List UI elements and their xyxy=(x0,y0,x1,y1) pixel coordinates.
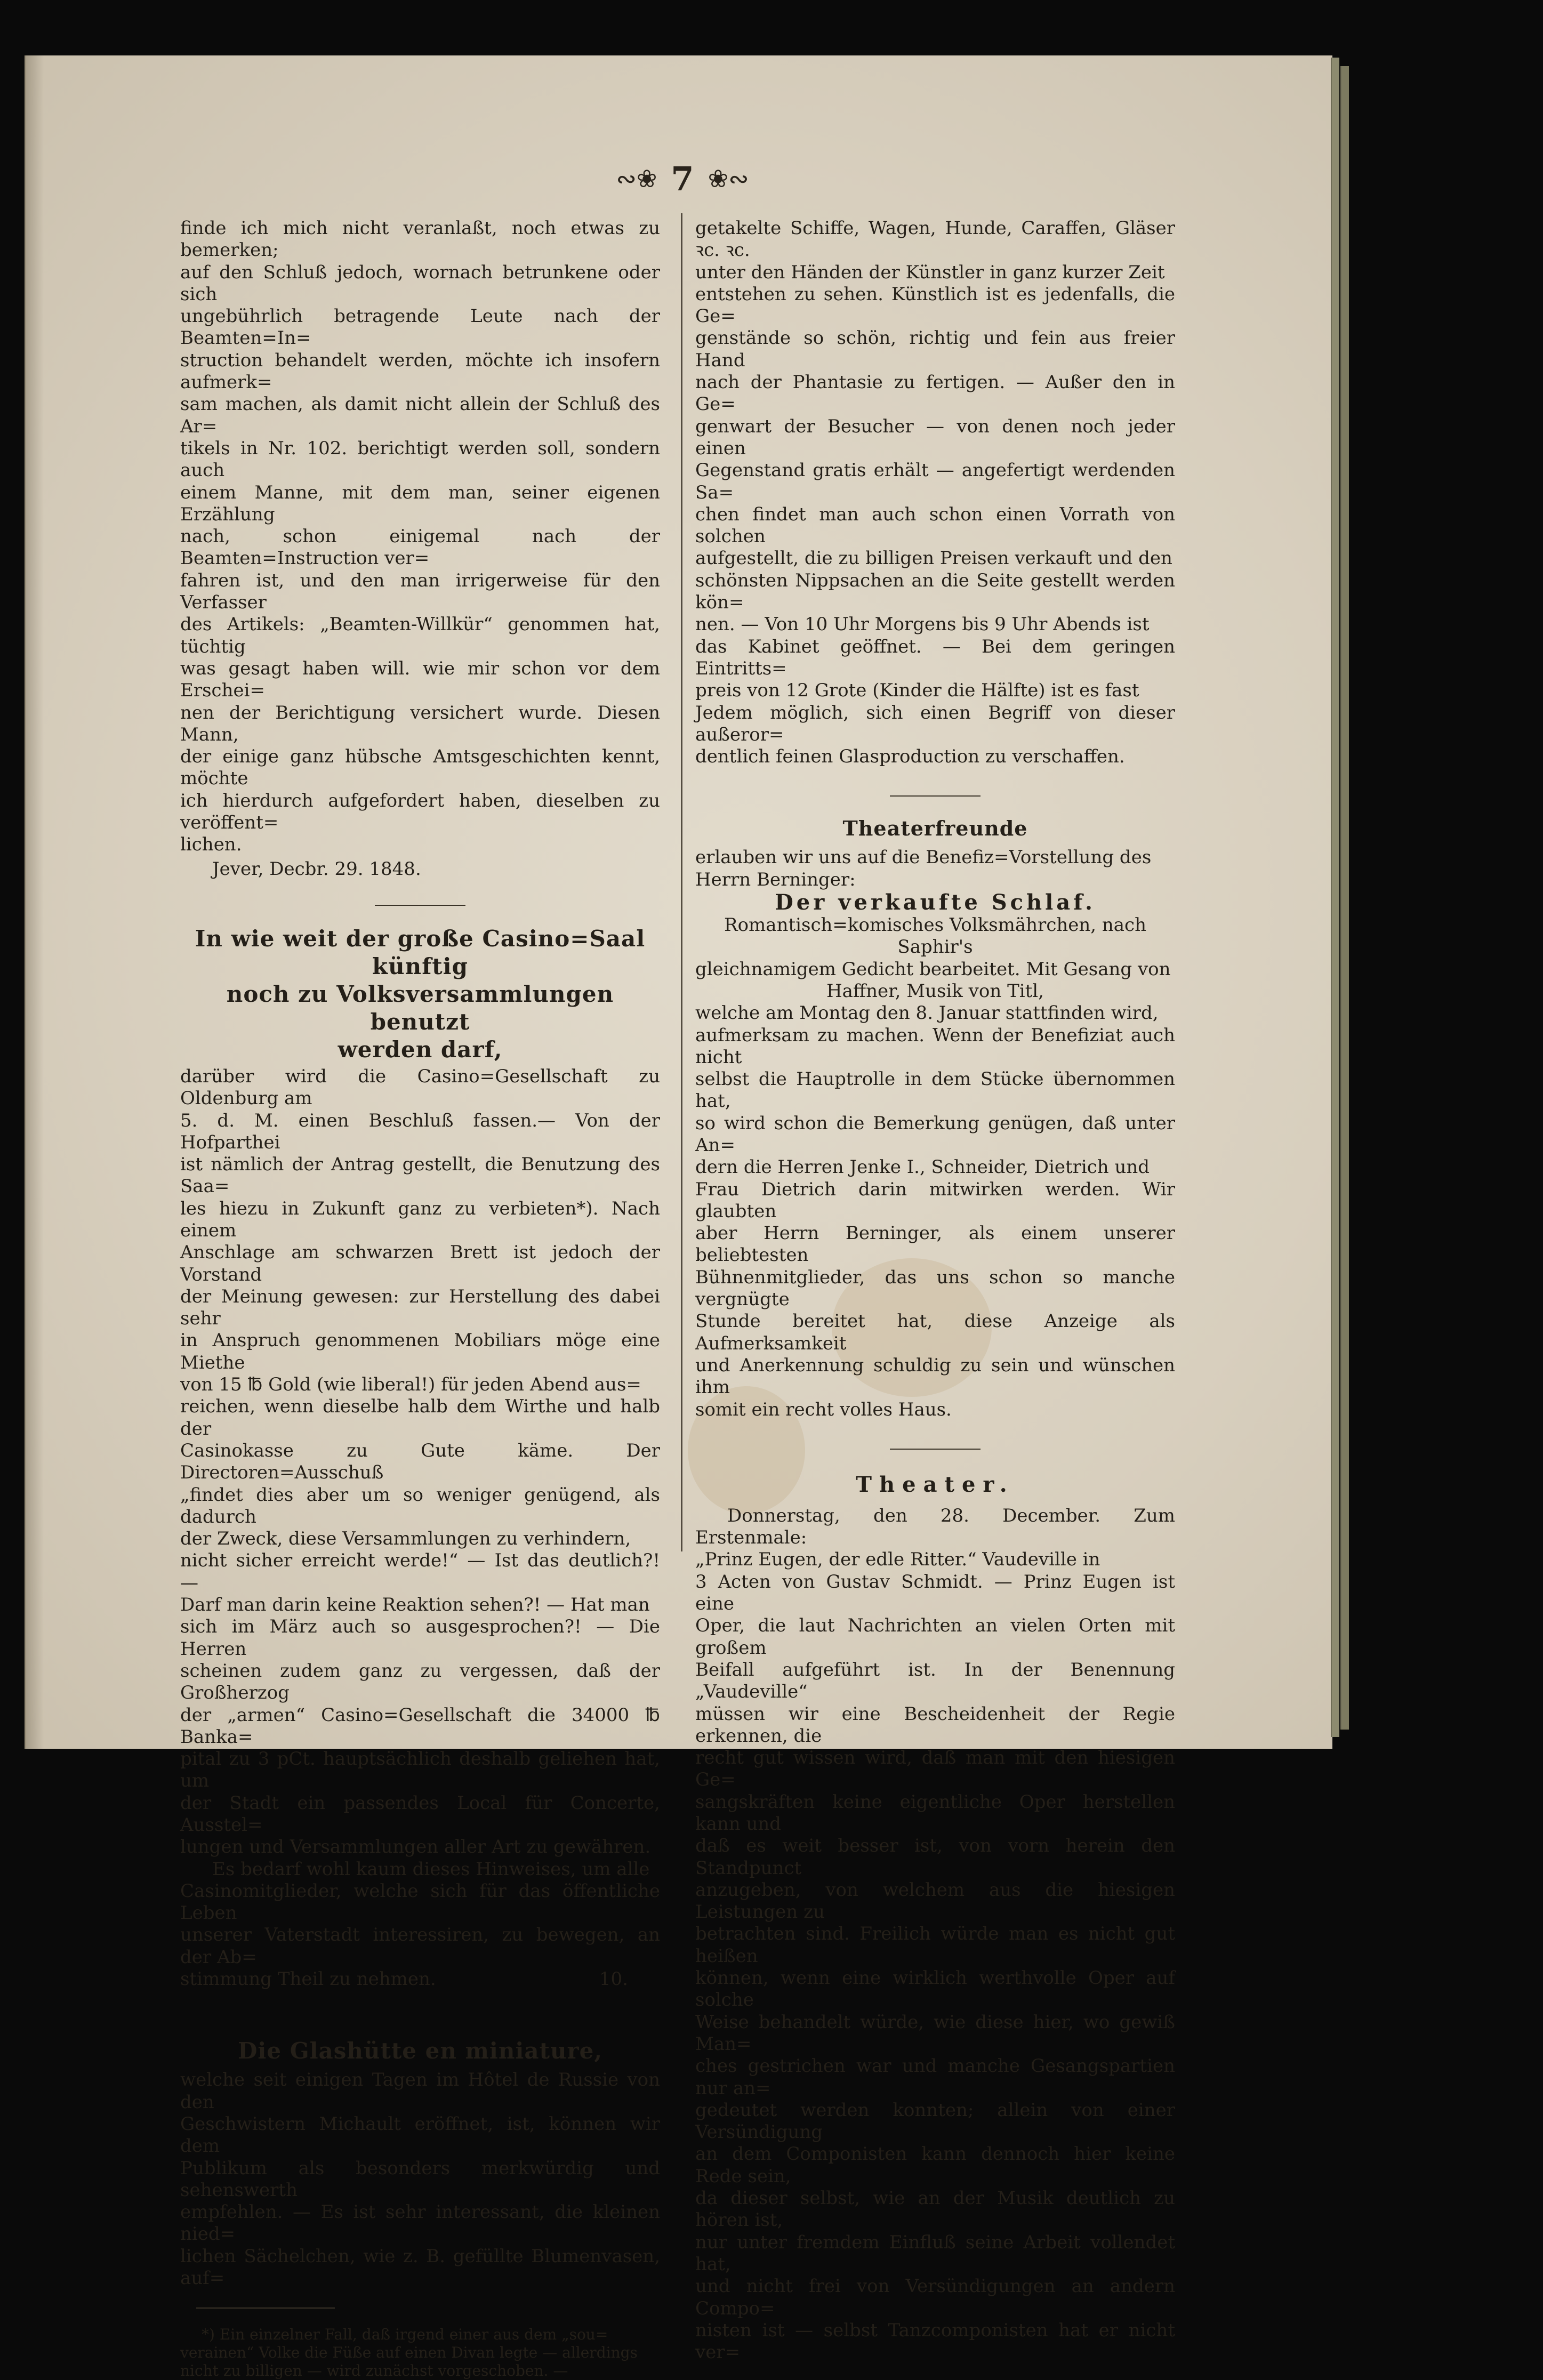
article-heading: Theaterfreunde xyxy=(842,816,1028,841)
text-line: nen der Berichtigung versichert wurde. Diesen Mann, xyxy=(180,702,660,745)
page-number: 7 xyxy=(671,159,694,198)
text-line: nen. — Von 10 Uhr Morgens bis 9 Uhr Abends ist xyxy=(695,614,1150,636)
text-line: empfehlen. — Es ist sehr interessant, die kleinen nied= xyxy=(180,2201,660,2245)
text-line: des Artikels: „Beamten-Willkür“ genommen hat, tüchtig xyxy=(180,614,660,657)
page-edge xyxy=(1331,58,1339,1737)
footnote-rule xyxy=(196,2307,335,2309)
text-line: chen findet man auch schon einen Vorrath von solchen xyxy=(695,503,1175,548)
text-line: aufmerksam zu machen. Wenn der Benefiziat auch nicht xyxy=(695,1024,1175,1068)
text-line: Romantisch=komisches Volksmährchen, nach Saphir's xyxy=(724,914,1146,958)
ornament-left-icon: ∾❀ xyxy=(616,164,657,193)
text-line: genwart der Besucher — von denen noch jeder einen xyxy=(695,415,1175,459)
text-line: „findet dies aber um so weniger genügend, als dadurch xyxy=(180,1484,660,1527)
text-line: Herrn Berninger: xyxy=(695,869,856,890)
text-line: lungen und Versammlungen aller Art zu gewähren. xyxy=(180,1836,651,1858)
text-line: gedeutet werden konnten; allein von einer Versündigung xyxy=(695,2099,1175,2143)
text-line: fahren ist, und den man irrigerweise für den Verfasser xyxy=(180,569,660,614)
text-line: der „armen“ Casino=Gesellschaft die 34000 ℔ Banka= xyxy=(180,1704,660,1748)
footnote xyxy=(180,2326,660,2380)
text-line: recht gut wissen wird, daß man mit den hiesigen Ge= xyxy=(695,1747,1175,1791)
ornament-right-icon: ❀∾ xyxy=(708,164,749,193)
text-line: welche seit einigen Tagen im Hôtel de Russie von den xyxy=(180,2069,660,2113)
text-line: Stunde bereitet hat, diese Anzeige als Aufmerksamkeit xyxy=(695,1310,1175,1354)
text-line: nach, schon einigemal nach der Beamten=Instruction ver= xyxy=(180,526,660,569)
intro-article xyxy=(180,218,660,880)
article-heading: noch zu Volksversammlungen benutzt xyxy=(226,980,614,1035)
theater-article xyxy=(695,1505,1175,2364)
page-edge xyxy=(1340,66,1349,1730)
text-line: lichen Sächelchen, wie z. B. gefüllte Blumenvasen, auf= xyxy=(180,2245,660,2289)
text-line: und nicht frei von Versündigungen an andern Compo= xyxy=(695,2276,1175,2319)
text-line: so wird schon die Bemerkung genügen, daß unter An= xyxy=(695,1112,1175,1156)
text-line: von 15 ℔ Gold (wie liberal!) für jeden Abend aus= xyxy=(180,1374,641,1396)
text-line: schönsten Nippsachen an die Seite gestellt werden kön= xyxy=(695,569,1175,614)
text-line: pital zu 3 pCt. hauptsächlich deshalb geliehen hat, um xyxy=(180,1748,660,1792)
glass-article-continued xyxy=(695,218,1175,768)
text-line: dentlich feinen Glasproduction zu verschaffen. xyxy=(695,746,1125,768)
text-line: anzugeben, von welchem aus die hiesigen Leistungen zu xyxy=(695,1879,1175,1923)
text-line: der Stadt ein passendes Local für Concerte, Ausstel= xyxy=(180,1792,660,1836)
text-line: unserer Vaterstadt interessiren, zu bewegen, an der Ab= xyxy=(180,1924,660,1968)
text-line: nicht sicher erreicht werde!“ — Ist das deutlich?! — xyxy=(180,1550,660,1594)
text-line: das Kabinet geöffnet. — Bei dem geringen Eintritts= xyxy=(695,636,1175,679)
text-line: was gesagt haben will. wie mir schon vor dem Erschei= xyxy=(180,657,660,702)
text-line: preis von 12 Grote (Kinder die Hälfte) ist es fast xyxy=(695,680,1139,702)
text-line: reichen, wenn dieselbe halb dem Wirthe und halb der xyxy=(180,1396,660,1440)
text-line: und Anerkennung schuldig zu sein und wünschen ihm xyxy=(695,1354,1175,1398)
text-line: müssen wir eine Bescheidenheit der Regie erkennen, die xyxy=(695,1703,1175,1747)
text-line: finde ich mich nicht veranlaßt, noch etwas zu bemerken; xyxy=(180,218,660,261)
text-line: unter den Händen der Künstler in ganz kurzer Zeit xyxy=(695,261,1165,283)
place-date: Jever, Decbr. 29. 1848. xyxy=(212,858,421,880)
page-header xyxy=(576,155,789,203)
text-line: Frau Dietrich darin mitwirken werden. Wir glaubten xyxy=(695,1178,1175,1222)
article-heading: Theater. xyxy=(856,1472,1015,1497)
text-line: Haffner, Musik von Titl, xyxy=(826,980,1044,1002)
text-line: les hiezu in Zukunft ganz zu verbieten*). Nach einem xyxy=(180,1197,660,1241)
text-line: sam machen, als damit nicht allein der Schluß des Ar= xyxy=(180,393,660,437)
text-line: lichen. xyxy=(180,834,242,856)
column-divider xyxy=(681,213,682,1551)
text-line: aufgestellt, die zu billigen Preisen verkauft und den xyxy=(695,548,1172,569)
text-line: in Anspruch genommenen Mobiliars möge eine Miethe xyxy=(180,1330,660,1373)
gutter-shadow xyxy=(25,55,44,1749)
text-line: nach der Phantasie zu fertigen. — Außer den in Ge= xyxy=(695,372,1175,415)
section-rule xyxy=(890,795,981,797)
text-line: ches gestrichen war und manche Gesangspartien nur an= xyxy=(695,2055,1175,2099)
text-line: betrachten sind. Freilich würde man es nicht gut heißen xyxy=(695,1923,1175,1967)
text-line: daß es weit besser ist, von vorn herein den Standpunct xyxy=(695,1835,1175,1879)
text-line: tikels in Nr. 102. berichtigt werden soll, sondern auch xyxy=(180,437,660,481)
text-line: Gegenstand gratis erhält — angefertigt werdenden Sa= xyxy=(695,460,1175,503)
section-rule xyxy=(375,905,465,906)
text-line: selbst die Hauptrolle in dem Stücke übernommen hat, xyxy=(695,1068,1175,1112)
right-column xyxy=(695,218,1175,2363)
footnote-line: nicht zu billigen — wird zunächst vorgeschoben. — xyxy=(180,2362,568,2380)
text-line: sich im März auch so ausgesprochen?! — Die Herren xyxy=(180,1616,660,1660)
text-line: darüber wird die Casino=Gesellschaft zu Oldenburg am xyxy=(180,1065,660,1109)
text-line: welche am Montag den 8. Januar stattfinden wird, xyxy=(695,1002,1159,1024)
text-line: nur unter fremdem Einfluß seine Arbeit vollendet hat, xyxy=(695,2231,1175,2275)
text-line: scheinen zudem ganz zu vergessen, daß der Großherzog xyxy=(180,1660,660,1704)
footnote-line: *) Ein einzelner Fall, daß irgend einer aus dem „sou= xyxy=(202,2326,608,2344)
article-heading: werden darf, xyxy=(337,1036,503,1063)
play-title: Der verkaufte Schlaf. xyxy=(775,890,1096,915)
text-line: auf den Schluß jedoch, wornach betrunkene oder sich xyxy=(180,261,660,305)
text-line: „Prinz Eugen, der edle Ritter.“ Vaudeville in xyxy=(695,1549,1100,1571)
casino-article xyxy=(180,1066,660,1990)
text-line: der Meinung gewesen: zur Herstellung des dabei sehr xyxy=(180,1285,660,1330)
text-line: gleichnamigem Gedicht bearbeitet. Mit Gesang von xyxy=(695,958,1171,980)
footnote-line: verainen“ Volke die Füße auf einen Divan legte — allerdings xyxy=(180,2344,638,2362)
text-line: stimmung Theil zu nehmen. xyxy=(180,1968,436,1990)
text-line: somit ein recht volles Haus. xyxy=(695,1398,952,1420)
text-line: Casinokasse zu Gute käme. Der Directoren=Ausschuß xyxy=(180,1440,660,1484)
text-line: Geschwistern Michault eröffnet, ist, können wir dem xyxy=(180,2113,660,2157)
text-line: ich hierdurch aufgefordert haben, dieselben zu veröffent= xyxy=(180,790,660,834)
text-line: struction behandelt werden, möchte ich insofern aufmerk= xyxy=(180,349,660,393)
text-line: Darf man darin keine Reaktion sehen?! — Hat man xyxy=(180,1594,650,1616)
text-line: nisten ist — selbst Tanzcomponisten hat er nicht ver= xyxy=(695,2319,1175,2363)
text-line: der Zweck, diese Versammlungen zu verhindern, xyxy=(180,1528,631,1550)
text-line: ist nämlich der Antrag gestellt, die Benutzung des Saa= xyxy=(180,1154,660,1197)
text-line: Publikum als besonders merkwürdig und sehenswerth xyxy=(180,2157,660,2201)
text-line: Anschlage am schwarzen Brett ist jedoch der Vorstand xyxy=(180,1242,660,1285)
text-line: entstehen zu sehen. Künstlich ist es jedenfalls, die Ge= xyxy=(695,283,1175,327)
text-line: Es bedarf wohl kaum dieses Hinweises, um alle xyxy=(212,1858,650,1880)
text-line: Oper, die laut Nachrichten an vielen Orten mit großem xyxy=(695,1615,1175,1659)
closing-line xyxy=(180,1968,660,1990)
text-line: Beifall aufgeführt ist. In der Benennung „Vaudeville“ xyxy=(695,1659,1175,1703)
glass-article xyxy=(180,2069,660,2289)
text-line: Donnerstag, den 28. December. Zum Erstenmale: xyxy=(695,1505,1175,1549)
text-line: 3 Acten von Gustav Schmidt. — Prinz Eugen ist eine xyxy=(695,1571,1175,1615)
theater-friends-article xyxy=(695,847,1175,1420)
text-line: Casinomitglieder, welche sich für das öffentliche Leben xyxy=(180,1880,660,1924)
text-line: einem Manne, mit dem man, seiner eigenen Erzählung xyxy=(180,481,660,525)
article-heading: In wie weit der große Casino=Saal künftig xyxy=(195,925,646,979)
text-line: sangskräften keine eigentliche Oper herstellen kann und xyxy=(695,1791,1175,1835)
text-line: da dieser selbst, wie an der Musik deutlich zu hören ist, xyxy=(695,2188,1175,2231)
text-line: ungebührlich betragende Leute nach der Beamten=In= xyxy=(180,305,660,349)
left-column xyxy=(180,218,660,2380)
text-line: Weise behandelt würde, wie diese hier, wo gewiß Man= xyxy=(695,2011,1175,2055)
article-heading: Die Glashütte en miniature, xyxy=(237,2038,602,2064)
text-line: aber Herrn Berninger, als einem unserer beliebtesten xyxy=(695,1223,1175,1266)
text-line: Jedem möglich, sich einen Begriff von dieser außeror= xyxy=(695,702,1175,745)
text-line: an dem Componisten kann dennoch hier keine Rede sein, xyxy=(695,2143,1175,2187)
text-line: getakelte Schiffe, Wagen, Hunde, Caraffen, Gläser ꝛc. ꝛc. xyxy=(695,218,1175,261)
text-line: 5. d. M. einen Beschluß fassen.— Von der Hofparthei xyxy=(180,1109,660,1153)
text-line: erlauben wir uns auf die Benefiz=Vorstellung des xyxy=(695,847,1152,869)
text-line: dern die Herren Jenke I., Schneider, Dietrich und xyxy=(695,1156,1150,1178)
text-line: Bühnenmitglieder, das uns schon so manche vergnügte xyxy=(695,1266,1175,1310)
text-line: genstände so schön, richtig und fein aus freier Hand xyxy=(695,327,1175,371)
text-line: können, wenn eine wirklich werthvolle Oper auf solche xyxy=(695,1967,1175,2011)
text-line: der einige ganz hübsche Amtsgeschichten kennt, möchte xyxy=(180,746,660,790)
section-rule xyxy=(890,1449,981,1450)
signature: 10. xyxy=(599,1968,628,1990)
